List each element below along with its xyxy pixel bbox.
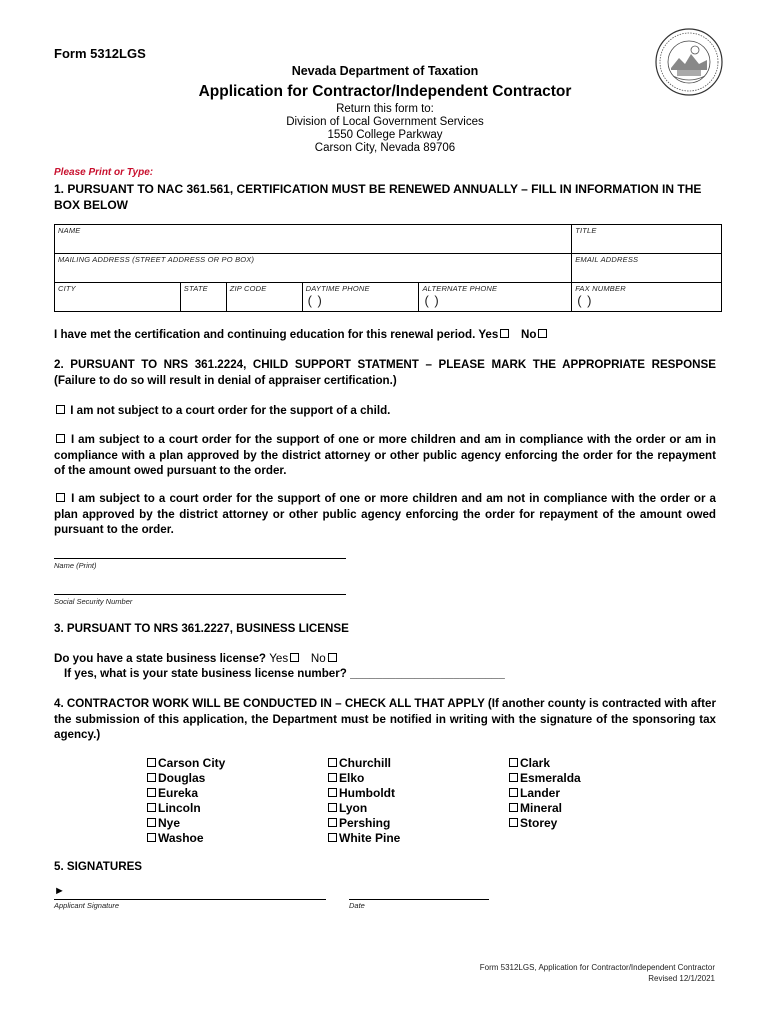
applicant-info-box: [54, 224, 722, 312]
county-item[interactable]: Storey: [507, 816, 581, 831]
fax-label: FAX NUMBER: [575, 284, 626, 293]
certification-question: I have met the certification and continuing education for this renewal period.: [54, 328, 476, 341]
name-print-line[interactable]: [54, 558, 346, 559]
option1-text: I am not subject to a court order for the support of a child.: [70, 404, 391, 417]
page-title: Application for Contractor/Independent Contractor: [198, 83, 572, 100]
county-item[interactable]: Pershing: [326, 816, 400, 831]
ssn-label: Social Security Number: [54, 597, 133, 606]
no-label: No: [310, 652, 326, 665]
return-line: Return this form to:: [336, 103, 434, 115]
license-yes-checkbox[interactable]: [290, 653, 299, 662]
business-license-question: Do you have a state business license?: [54, 652, 266, 665]
option1-checkbox[interactable]: [56, 405, 65, 414]
county-item[interactable]: Lincoln: [145, 801, 225, 816]
footer-revised: Revised 12/1/2021: [648, 974, 715, 983]
business-license-row: [54, 651, 339, 667]
option2-checkbox[interactable]: [56, 434, 65, 443]
option3-text: I am subject to a court order for the support of one or more children and am not in compliance with the order or a plan approved by the district attorney or other public agency enforcing the order for repayment of the amount owed pursuant to the order.: [54, 492, 716, 536]
no-label: No: [521, 328, 537, 341]
alternate-phone-field[interactable]: [419, 283, 572, 312]
email-label: EMAIL ADDRESS: [575, 255, 639, 264]
daytime-phone-label: DAYTIME PHONE: [305, 284, 370, 293]
name-label: NAME: [58, 226, 81, 235]
section4-heading: 4. CONTRACTOR WORK WILL BE CONDUCTED IN – CHECK ALL THAT APPLY (If another county is contracted with after the submission of this application, the Department must be notified in writing with the signature of the sponsoring tax agency.): [54, 697, 716, 741]
section1-heading: 1. PURSUANT TO NAC 361.561, CERTIFICATION MUST BE RENEWED ANNUALLY – FILL IN INFORMATION IN THE BOX BELOW: [54, 182, 702, 212]
phone-paren: ( ): [577, 293, 593, 308]
state-label: STATE: [183, 284, 208, 293]
name-print-label: Name (Print): [54, 561, 97, 570]
county-item[interactable]: Lyon: [326, 801, 400, 816]
child-support-option1: [54, 403, 390, 419]
cert-yes-checkbox[interactable]: [500, 329, 509, 338]
form-id: Form 5312LGS: [54, 46, 146, 61]
county-item[interactable]: Humboldt: [326, 786, 400, 801]
alternate-phone-label: ALTERNATE PHONE: [422, 284, 498, 293]
applicant-signature-label: Applicant Signature: [54, 901, 120, 910]
section5-heading: 5. SIGNATURES: [54, 860, 143, 873]
option2-text: I am subject to a court order for the support of one or more children and am in compliance with the order or am in compliance with a plan approved by the district attorney or other public agency enforcing the order for the repayment of the amount owed pursuant to the order.: [54, 433, 716, 477]
phone-paren: ( ): [424, 293, 440, 308]
return-line: 1550 College Parkway: [327, 129, 443, 141]
yes-label: Yes: [269, 652, 289, 665]
section2-heading: 2. PURSUANT TO NRS 361.2224, CHILD SUPPORT STATMENT – PLEASE MARK THE APPROPRIATE RESPONSE (Failure to do so will result in denial of appraiser certification.): [54, 358, 716, 387]
title-label: TITLE: [575, 226, 597, 235]
county-item[interactable]: Churchill: [326, 756, 400, 771]
section3-heading: 3. PURSUANT TO NRS 361.2227, BUSINESS LICENSE: [54, 622, 349, 635]
county-item[interactable]: Esmeralda: [507, 771, 581, 786]
mailing-address-field[interactable]: [55, 254, 572, 283]
agency-name: Nevada Department of Taxation: [291, 64, 479, 78]
county-item[interactable]: Washoe: [145, 831, 225, 846]
county-item[interactable]: Eureka: [145, 786, 225, 801]
fax-field[interactable]: [572, 283, 722, 312]
license-no-checkbox[interactable]: [328, 653, 337, 662]
email-field[interactable]: [572, 254, 722, 283]
yes-label: Yes: [478, 328, 499, 341]
child-support-option2: [54, 432, 716, 479]
county-item[interactable]: Nye: [145, 816, 225, 831]
option3-checkbox[interactable]: [56, 493, 65, 502]
daytime-phone-field[interactable]: [302, 283, 419, 312]
zip-field[interactable]: [226, 283, 302, 312]
print-note: Please Print or Type:: [54, 167, 154, 178]
return-line: Division of Local Government Services: [286, 116, 484, 128]
zip-label: ZIP CODE: [229, 284, 267, 293]
county-column-1: [145, 756, 225, 846]
state-field[interactable]: [180, 283, 226, 312]
county-item[interactable]: White Pine: [326, 831, 400, 846]
license-number-line[interactable]: If yes, what is your state business license number? ________________________: [64, 667, 505, 680]
applicant-signature-line[interactable]: [54, 899, 326, 900]
county-column-3: [507, 756, 581, 831]
county-item[interactable]: Clark: [507, 756, 581, 771]
child-support-option3: [54, 491, 716, 538]
certification-question-row: [54, 327, 549, 343]
phone-paren: ( ): [307, 293, 323, 308]
city-label: CITY: [58, 284, 76, 293]
mailing-address-label: MAILING ADDRESS (STREET ADDRESS OR PO BOX): [58, 255, 255, 264]
footer-form-name: Form 5312LGS, Application for Contractor/Independent Contractor: [479, 963, 715, 972]
city-field[interactable]: [55, 283, 181, 312]
county-item[interactable]: Mineral: [507, 801, 581, 816]
date-line[interactable]: [349, 899, 489, 900]
county-item[interactable]: Carson City: [145, 756, 225, 771]
title-field[interactable]: [572, 225, 722, 254]
date-label: Date: [349, 901, 365, 910]
county-item[interactable]: Douglas: [145, 771, 225, 786]
county-item[interactable]: Elko: [326, 771, 400, 786]
county-item[interactable]: Lander: [507, 786, 581, 801]
return-line: Carson City, Nevada 89706: [314, 142, 456, 154]
county-column-2: [326, 756, 400, 846]
signature-arrow-icon: ►: [54, 885, 65, 897]
name-field[interactable]: [55, 225, 572, 254]
cert-no-checkbox[interactable]: [538, 329, 547, 338]
ssn-line[interactable]: [54, 594, 346, 595]
